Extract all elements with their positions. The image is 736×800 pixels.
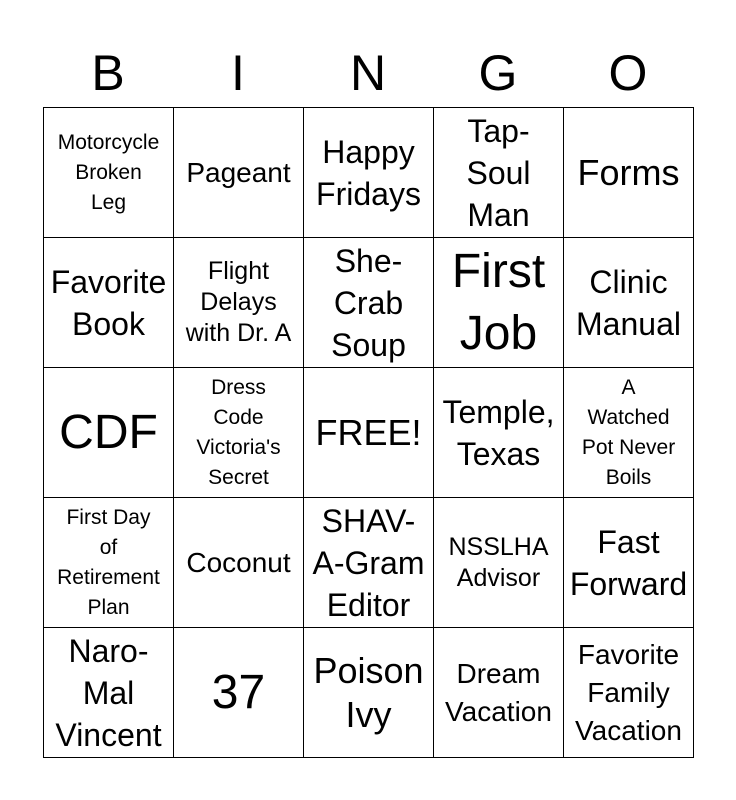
cell-text: Motorcycle Broken Leg [57,130,160,214]
bingo-cell[interactable] [434,368,564,498]
cell-text: She- Crab Soup [331,242,406,363]
cell-text: Favorite Book [50,263,167,342]
cell-text: Clinic Manual [576,263,681,342]
cell-text: SHAV- A-Gram Editor [312,502,425,623]
cell-text: First Day of Retirement Plan [57,505,160,619]
cell-text: Dress Code Victoria's Secret [196,375,281,489]
cell-text: Pageant [186,156,291,188]
bingo-cell[interactable] [174,108,304,238]
header-letter-n: N [349,45,387,101]
bingo-cell[interactable] [44,108,174,238]
bingo-cell[interactable] [44,628,174,758]
bingo-cell[interactable] [304,368,434,498]
bingo-cell[interactable] [564,368,694,498]
bingo-cell[interactable] [564,628,694,758]
bingo-cell[interactable] [564,498,694,628]
cell-text: Poison Ivy [313,649,424,735]
bingo-cell[interactable] [434,108,564,238]
cell-text: FREE! [315,411,422,453]
cell-text: First Job [451,244,546,360]
bingo-cell[interactable] [174,238,304,368]
bingo-cell[interactable] [304,498,434,628]
bingo-cell[interactable] [304,108,434,238]
bingo-cell[interactable] [564,238,694,368]
header-letter-i: I [231,45,245,101]
cell-text: Naro- Mal Vincent [55,632,162,753]
header-letter-o: O [608,45,648,101]
cell-text: Tap- Soul Man [466,112,531,233]
bingo-cell[interactable] [44,238,174,368]
cell-text: Fast Forward [569,523,688,602]
bingo-header [43,40,693,106]
bingo-cell[interactable] [434,628,564,758]
cell-text: Temple, Texas [442,393,555,472]
bingo-cell[interactable] [434,498,564,628]
cell-text: CDF [59,405,158,459]
bingo-cell[interactable] [434,238,564,368]
cell-text: Favorite Family Vacation [575,638,682,746]
bingo-cell[interactable] [304,628,434,758]
cell-text: A Watched Pot Never Boils [581,375,676,489]
bingo-board [43,107,694,758]
header-letter-b: B [91,45,125,101]
cell-text: Happy Fridays [316,133,421,212]
cell-text: Forms [577,151,680,193]
bingo-cell[interactable] [44,368,174,498]
cell-text: Flight Delays with Dr. A [185,257,292,347]
bingo-cell[interactable] [44,498,174,628]
bingo-cell[interactable] [174,628,304,758]
cell-text: Dream Vacation [445,657,552,727]
cell-text: Coconut [186,546,291,578]
bingo-cell[interactable] [174,498,304,628]
bingo-cell[interactable] [564,108,694,238]
bingo-cell[interactable] [174,368,304,498]
bingo-cell[interactable] [304,238,434,368]
cell-text: 37 [211,665,266,719]
header-letter-g: G [478,45,518,101]
cell-text: NSSLHA Advisor [448,532,549,592]
